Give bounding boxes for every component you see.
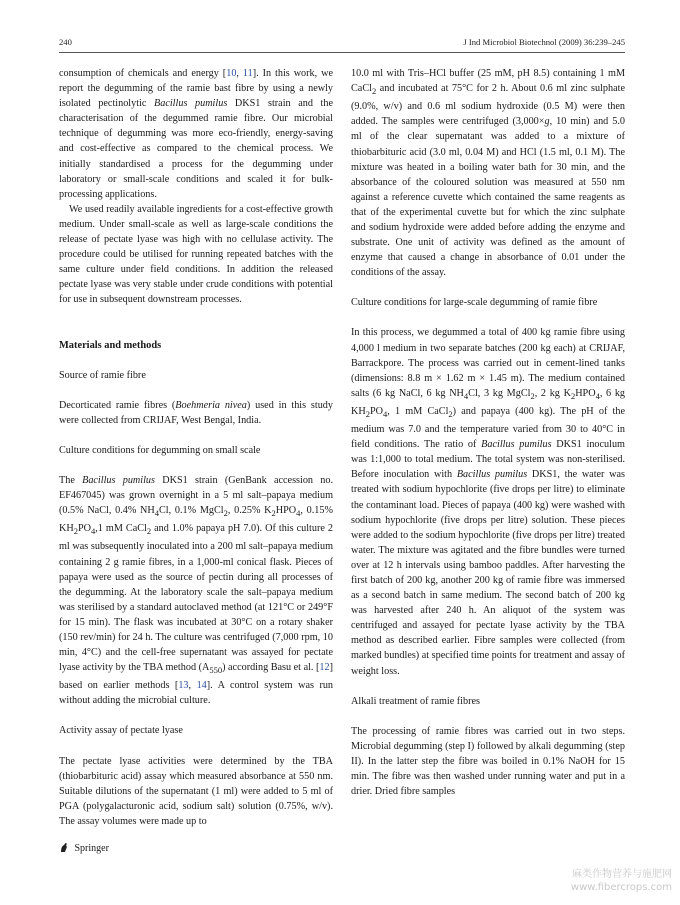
source-paragraph: Decorticated ramie fibres (Boehmeria nivea) used in this study were collected from CRIJAF, West Bengal, India. — [59, 399, 333, 426]
citation-link[interactable]: 10 — [226, 68, 237, 79]
intro-paragraph-2: We used readily available ingredients for a cost-effective growth medium. Under small-scale as well as large-scale conditions the release of pectate lyase was high with no cellulase activity. The procedure could be utilised for running repeated batches with the same culture under field conditions. In addition the released pectate lyase was very stable under crude conditions with potential for use in subsequent downstream processes. — [59, 203, 333, 306]
spacer — [59, 383, 333, 398]
right-column — [351, 66, 625, 799]
spacer — [351, 709, 625, 724]
spacer — [351, 280, 625, 295]
header-rule — [59, 52, 625, 53]
intro-paragraph-1: consumption of chemicals and energy [10, 11]. In this work, we report the degumming of the ramie bast fibre by using a newly isolated pectinolytic Bacillus pumilus DKS1 strain and the characterisation of the degummed ramie fibre. Our microbial technique of degumming was more eco-friendly, energy-saving and cost-effective as compared to the chemical process. We initially standardised a process for the degumming under laboratory or small-scale conditions and scaled it for bulk-processing applications. — [59, 68, 334, 200]
spacer — [59, 708, 333, 723]
page-number: 240 — [59, 37, 72, 47]
activity-paragraph: The pectate lyase activities were determined by the TBA (thiobarbituric acid) assay which measured absorbance at 550 nm. Suitable dilutions of the supernatant (1 ml) were added to 5 ml of PGA (polygalacturonic acid, sodium salt) solution (0.75%, w/v). The assay volumes were made up to — [59, 755, 333, 827]
journal-citation: J Ind Microbiol Biotechnol (2009) 36:239–245 — [463, 37, 625, 47]
left-column — [59, 66, 333, 829]
page-footer — [59, 842, 109, 856]
citation-link[interactable]: 14 — [196, 680, 207, 692]
watermark — [571, 868, 672, 894]
citation-link[interactable]: 13 — [178, 680, 189, 692]
subsection-heading-activity-assay: Activity assay of pectate lyase — [59, 725, 183, 737]
citation-link[interactable]: 12 — [319, 662, 330, 674]
spacer — [59, 353, 333, 368]
subsection-heading-small-scale: Culture conditions for degumming on small scale — [59, 444, 261, 456]
publisher-name: Springer — [74, 843, 109, 854]
spacer — [59, 308, 333, 338]
subsection-heading-source: Source of ramie fibre — [59, 369, 146, 381]
section-heading-materials-methods: Materials and methods — [59, 339, 162, 351]
spacer — [59, 739, 333, 754]
small-scale-paragraph: The Bacillus pumilus DKS1 strain (GenBank accession no. EF467045) was grown overnight in a 5 ml salt–papaya medium (0.5% NaCl, 0.4% $NH_4Cl$, 0.1% MgCl$_2$, 0.25% $K_2HPO_4$, 0.15% $KH_2PO_4,1$ mM CaCl$_2$ and 1.0% papaya pH 7.0). Of this culture 2 ml was subsequently inoculated into a 200 ml salt–papaya medium containing 2 g ramie fibres, in a 1,000-ml conical flask. Pieces of papaya were used as the source of pectin during all processes of the degumming. At the laboratory scale the salt–papaya medium was sterilised by a standard autoclaved method (at 121°C or 249°F for 15 min). The flask was incubated at 30°C on a rotary shaker (150 rev/min) for 24 h. The culture was centrifuged (7,000 rpm, 10 min, 4°C) and the cell-free supernatant was assayed for pectate lyase activity by the TBA method $(A_{550})$ according Basu et al. [12] based on earlier methods [13, 14]. A control system was run without adding the microbial culture. — [59, 474, 334, 707]
spacer — [59, 428, 333, 443]
spacer — [59, 458, 333, 473]
springer-horse-icon — [59, 842, 69, 853]
subsection-heading-large-scale: Culture conditions for large-scale degumming of ramie fibre — [351, 297, 598, 309]
subsection-heading-alkali: Alkali treatment of ramie fibres — [351, 695, 480, 707]
watermark-line-1: 麻类作物营养与施肥网 — [572, 869, 672, 880]
spacer — [351, 679, 625, 694]
spacer — [351, 310, 625, 325]
citation-link[interactable]: 11 — [242, 68, 253, 79]
large-scale-paragraph: In this process, we degummed a total of 400 kg ramie fibre using 4,000 l medium in two separate batches (200 kg each) at CRIJAF, Barrackpore. The process was carried out in cement-lined tanks (dimensions: 8.8 m × 1.62 m × 1.45 m). The medium contained salts (6 kg NaCl, 6 kg $NH_4Cl$, 3 kg MgCl$_2$, 2 kg $K_2HPO_4$, 6 kg $KH_2PO_4$, 1 mM CaCl$_2$) and papaya (400 kg). The pH of the medium was 7.0 and the temperature varied from 30 to 40°C in field conditions. The ratio of Bacillus pumilus DKS1 inoculum was 1:1,000 to total medium. The total system was non-sterilised. Before inoculation with Bacillus pumilus DKS1, the water was treated with sodium hypochlorite (five drops per litre) to eliminate the contaminant load. Pieces of papaya (400 kg) were washed with sodium hypochlorite (five drops per litre) solution. These pieces were added to the sodium hypochlorite (five drops per litre) treated water. The mixture was agitated and the fibre bundles were turned over at 12 h intervals using bamboo paddles. After harvesting the first batch of 200 kg, another 200 kg of ramie fibre was immersed as a second batch in same medium. The second batch of 200 kg was harvested after 240 h. An aliquot of the system was centrifuged and assayed for pectate lyase activity by the TBA method as described earlier. Fibre samples were collected (from marked bundles) at specified time points for treatment and assay of weight loss. — [351, 327, 626, 677]
assay-continued-paragraph: 10.0 ml with Tris–HCl buffer (25 mM, pH 8.5) containing 1 mM CaCl$_2$ and incubated at 75°C for 2 h. About 0.6 ml zinc sulphate (9.0%, w/v) and 0.6 ml sodium hydroxide (0.5 M) were then added. The samples were centrifuged (3,000×g, 10 min) and 5.0 ml of the clear supernatant was added to a mixture of thiobarbituric acid (3.0 ml, 0.04 M) and HCl (1.5 ml, 0.1 M). The mixture was heated in a boiling water bath for 30 min, and the absorbance of the coloured solution was measured at 550 nm against a reference cuvette which contained the same reagents as that of the experimental cuvette but for which the zinc sulphate and sodium hydroxide were added before adding the enzyme and substrate. One unit of activity was defined as the amount of enzyme that caused a change in absorbance of 0.01 under the conditions of the assay. — [351, 68, 625, 279]
alkali-paragraph: The processing of ramie fibres was carried out in two steps. Microbial degumming (step I) followed by alkali degumming (step II). In the latter step the fibre was boiled in 0.1% NaOH for 15 min. The fibre was then washed under running water and put in a drier. Dried fibre samples — [351, 725, 625, 798]
watermark-line-2: www.fibercrops.com — [570, 882, 672, 893]
